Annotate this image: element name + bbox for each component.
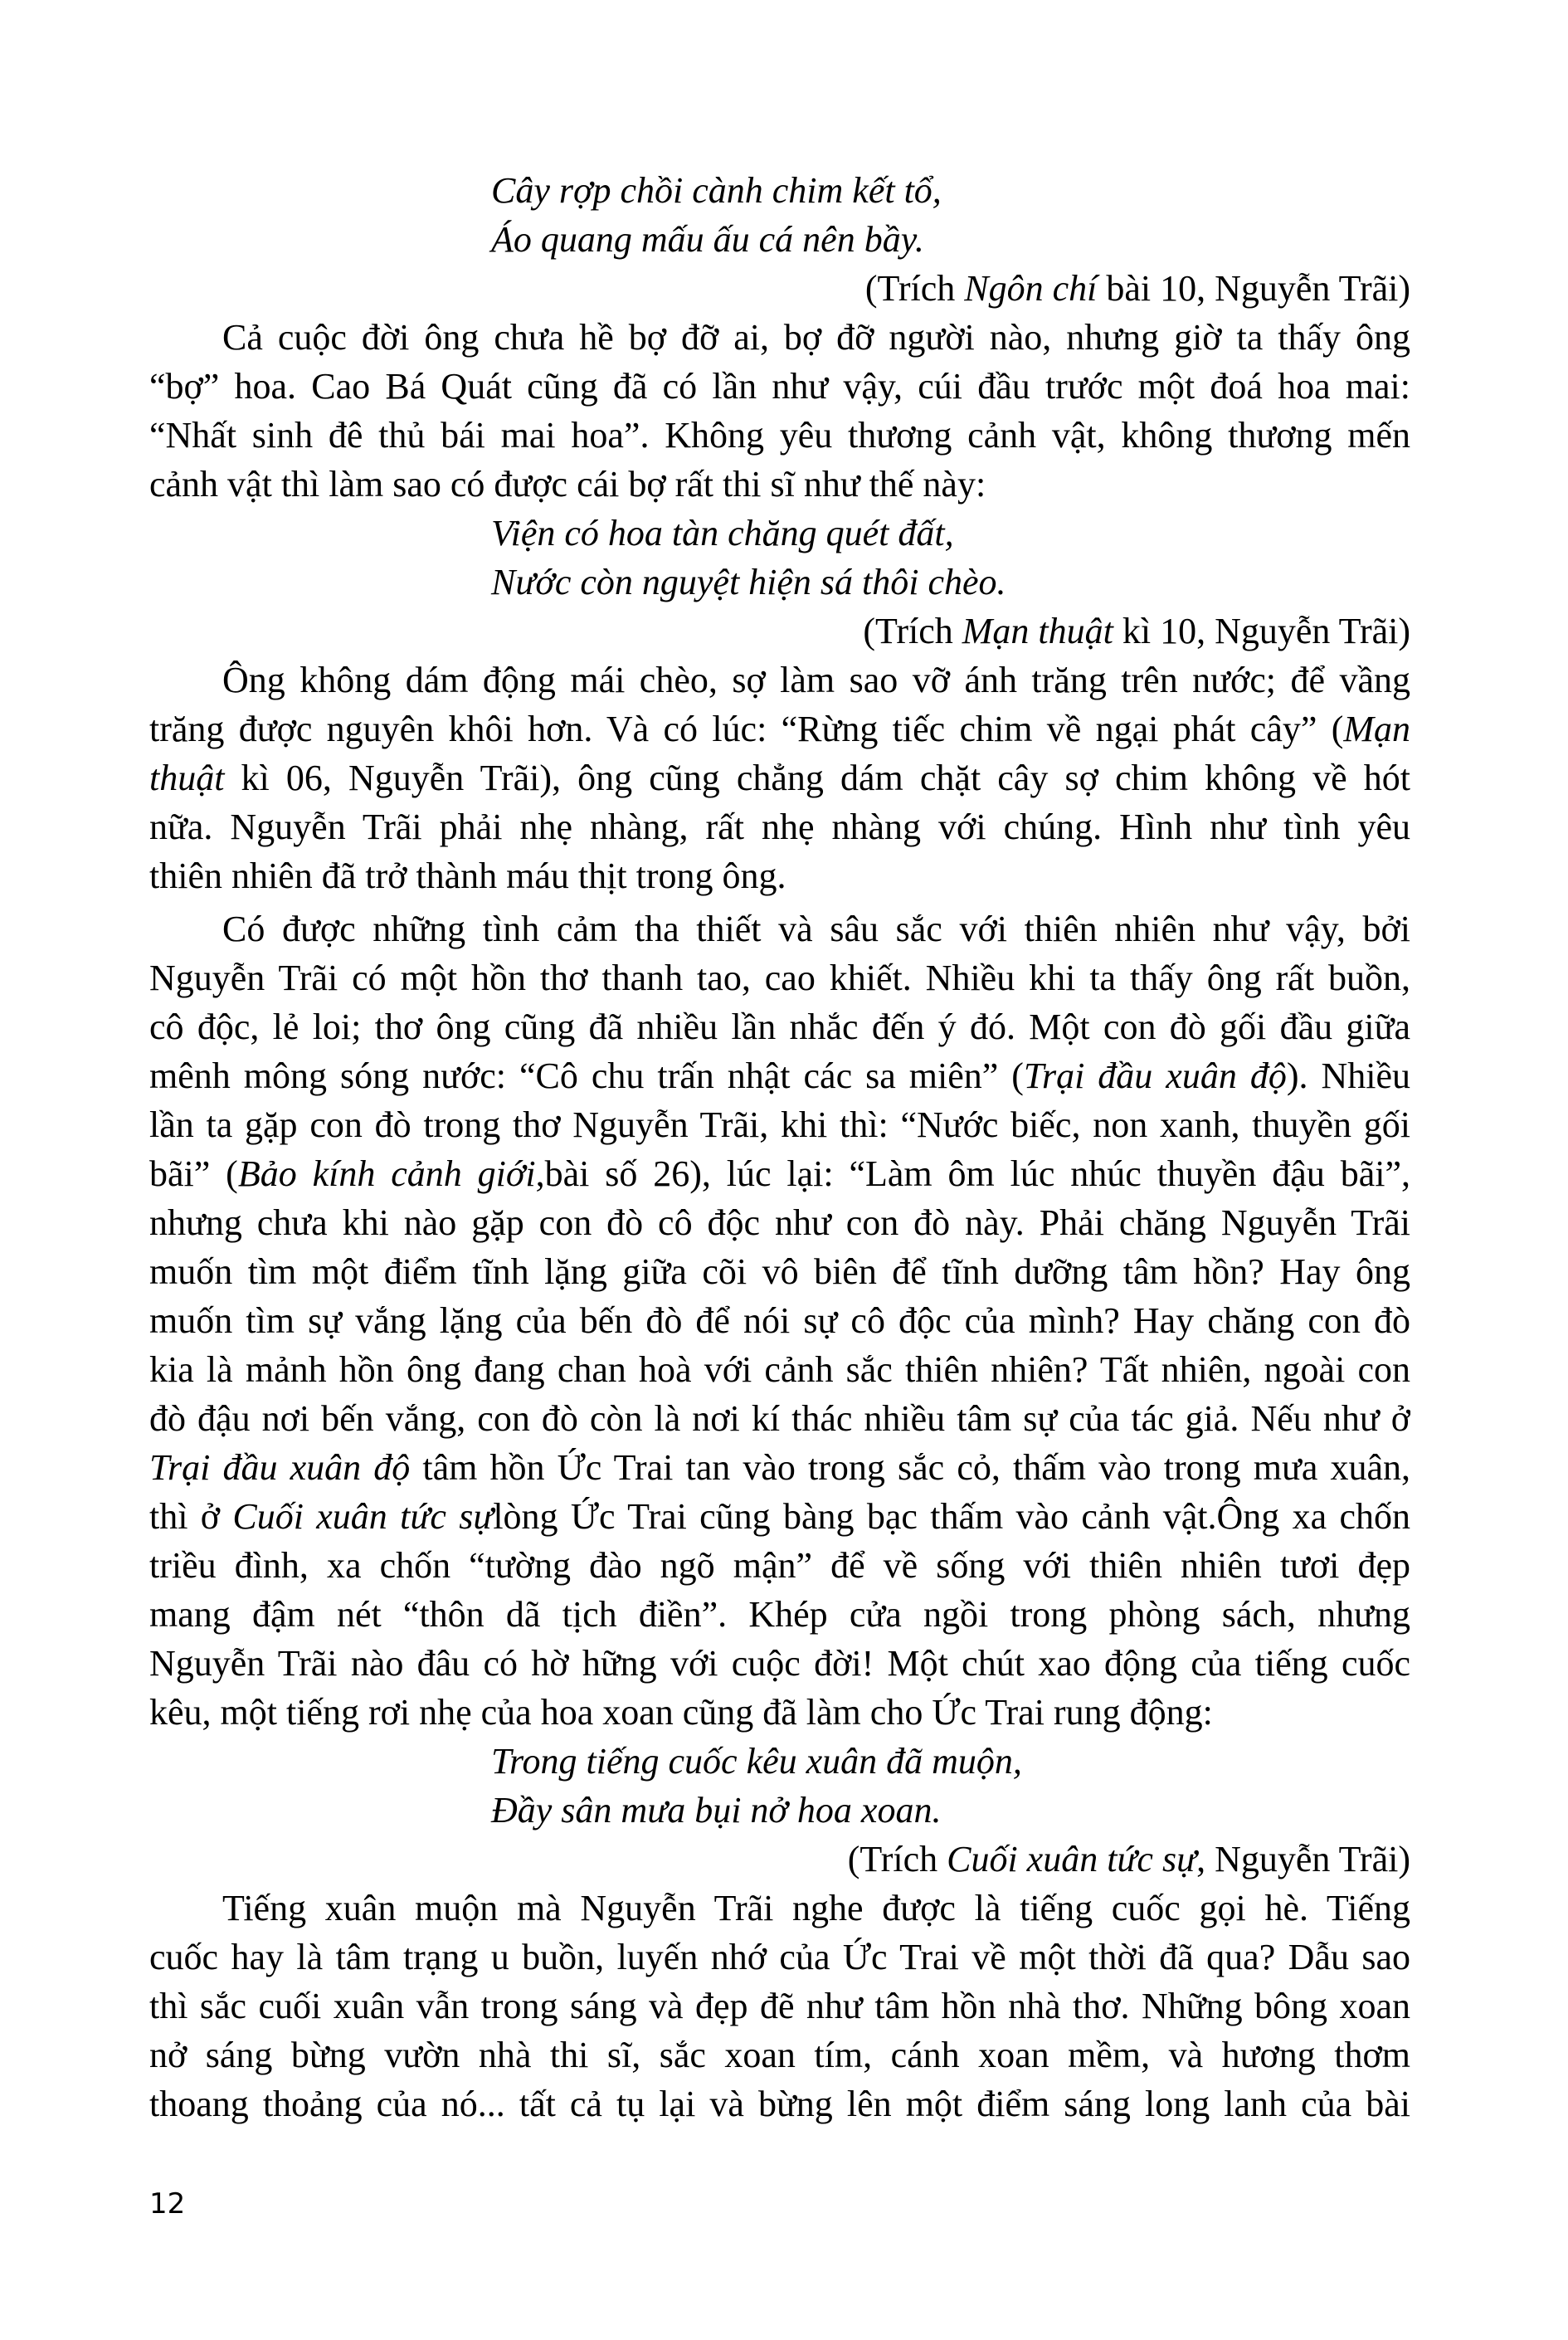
text: (Trích	[847, 1839, 947, 1879]
text: cảnh vật thì làm sao có được cái bợ rất thi sĩ như thế này:	[149, 464, 986, 505]
text: cuốc hay là tâm trạng u buồn, luyến nhớ của Ức Trai về một thời đã qua? Dẫu sao	[149, 1937, 1410, 1977]
italic-text: Cây rợp chồi cành chim kết tổ,	[491, 170, 942, 211]
italic-text: Mạn thuật	[962, 611, 1113, 651]
poem-line	[149, 166, 1410, 215]
paragraph-line	[149, 1541, 1410, 1590]
italic-text: Cuối xuân tức sự	[947, 1839, 1197, 1879]
text: đò đậu nơi bến vắng, con đò còn là nơi kí thác nhiều tâm sự của tác giả. Nếu như ở	[149, 1398, 1410, 1439]
italic-text: Nước còn nguyệt hiện sá thôi chèo.	[491, 562, 1006, 602]
paragraph-line	[149, 2079, 1410, 2128]
paragraph-first-line	[149, 656, 1410, 704]
paragraph-line	[149, 362, 1410, 411]
text: nhưng chưa khi nào gặp con đò cô độc như con đò này. Phải chăng Nguyễn Trãi	[149, 1202, 1410, 1243]
text: “Nhất sinh đê thủ bái mai hoa”. Không yêu thương cảnh vật, không thương mến	[149, 415, 1410, 456]
paragraph-line	[149, 1982, 1410, 2030]
text: bài 10, Nguyễn Trãi)	[1097, 268, 1410, 309]
paragraph-first-line	[149, 904, 1410, 953]
text: kì 10, Nguyễn Trãi)	[1113, 611, 1410, 651]
paragraph-first-line	[149, 1884, 1410, 1933]
text: thoang thoảng của nó... tất cả tụ lại và bừng lên một điểm sáng long lanh của bài	[149, 2084, 1410, 2124]
italic-text: Áo quang mấu ấu cá nên bầy.	[491, 219, 924, 260]
text: kì 06, Nguyễn Trãi), ông cũng chẳng dám chặt cây sợ chim không về hót	[224, 758, 1410, 798]
text: nở sáng bừng vườn nhà thi sĩ, sắc xoan tím, cánh xoan mềm, và hương thơm	[149, 2035, 1410, 2075]
paragraph-line	[149, 1345, 1410, 1394]
text: tâm hồn Ức Trai tan vào trong sắc cỏ, thấm vào trong mưa xuân,	[410, 1447, 1410, 1488]
text: ,bài số 26), lúc lại: “Làm ôm lúc nhúc thuyền đậu bãi”,	[535, 1153, 1410, 1194]
body-text	[149, 166, 1410, 2128]
poem-line	[149, 558, 1410, 607]
text: thì sắc cuối xuân vẫn trong sáng và đẹp đẽ như tâm hồn nhà thơ. Những bông xoan	[149, 1986, 1410, 2026]
italic-text: thuật	[149, 758, 225, 798]
text: Nguyễn Trãi nào đâu có hờ hững với cuộc đời! Một chút xao động của tiếng cuốc	[149, 1643, 1410, 1684]
poem-line	[149, 509, 1410, 558]
text: kêu, một tiếng rơi nhẹ của hoa xoan cũng đã làm cho Ức Trai rung động:	[149, 1692, 1213, 1733]
paragraph-line	[149, 1002, 1410, 1051]
text: Nguyễn Trãi có một hồn thơ thanh tao, cao khiết. Nhiều khi ta thấy ông rất buồn,	[149, 958, 1410, 998]
text: mênh mông sóng nước: “Cô chu trấn nhật các sa miên” (	[149, 1055, 1024, 1096]
italic-text: Trong tiếng cuốc kêu xuân đã muộn,	[491, 1741, 1022, 1782]
text: (Trích	[864, 268, 965, 309]
text: trăng được nguyên khôi hơn. Và có lúc: “Rừng tiếc chim về ngại phát cây” (	[149, 709, 1344, 749]
italic-text: Bảo kính cảnh giới	[237, 1153, 536, 1194]
page-number: 12	[149, 2187, 186, 2221]
paragraph-last-line	[149, 851, 1410, 900]
citation-line	[149, 264, 1410, 313]
paragraph-line	[149, 1296, 1410, 1345]
text: thì ở	[149, 1496, 233, 1537]
italic-text: Ngôn chí	[964, 268, 1098, 309]
text: mang đậm nét “thôn dã tịch điền”. Khép cửa ngồi trong phòng sách, nhưng	[149, 1594, 1410, 1635]
text: Ông không dám động mái chèo, sợ làm sao vỡ ánh trăng trên nước; để vầng	[222, 660, 1410, 700]
text: nữa. Nguyễn Trãi phải nhẹ nhàng, rất nhẹ nhàng với chúng. Hình như tình yêu	[149, 807, 1410, 847]
paragraph-line	[149, 753, 1410, 802]
paragraph-line	[149, 1394, 1410, 1443]
italic-text: Viện có hoa tàn chăng quét đất,	[491, 513, 954, 553]
poem-line	[149, 1737, 1410, 1786]
text: “bợ” hoa. Cao Bá Quát cũng đã có lần như vậy, cúi đầu trước một đoá hoa mai:	[149, 366, 1410, 407]
paragraph-line	[149, 704, 1410, 753]
text: thiên nhiên đã trở thành máu thịt trong ông.	[149, 856, 786, 896]
paragraph-line	[149, 1492, 1410, 1541]
text: Cả cuộc đời ông chưa hề bợ đỡ ai, bợ đỡ người nào, nhưng giờ ta thấy ông	[222, 317, 1410, 358]
italic-text: Mạn	[1343, 709, 1410, 749]
paragraph-last-line	[149, 460, 1410, 509]
text: Tiếng xuân muộn mà Nguyễn Trãi nghe được là tiếng cuốc gọi hè. Tiếng	[222, 1888, 1410, 1928]
poem-line	[149, 1786, 1410, 1835]
paragraph-line	[149, 1590, 1410, 1639]
italic-text: Trại đầu xuân độ	[1023, 1055, 1287, 1096]
paragraph-line	[149, 953, 1410, 1002]
paragraph-first-line	[149, 313, 1410, 362]
text: cô độc, lẻ loi; thơ ông cũng đã nhiều lần nhắc đến ý đó. Một con đò gối đầu giữa	[149, 1007, 1410, 1047]
text: ). Nhiều	[1286, 1055, 1410, 1096]
paragraph-last-line	[149, 1688, 1410, 1737]
paragraph-line	[149, 1933, 1410, 1982]
paragraph-line	[149, 411, 1410, 460]
text: Có được những tình cảm tha thiết và sâu sắc với thiên nhiên như vậy, bởi	[222, 909, 1410, 949]
text: , Nguyễn Trãi)	[1196, 1839, 1410, 1879]
paragraph-line	[149, 1198, 1410, 1247]
paragraph-line	[149, 1051, 1410, 1100]
text: bãi” (	[149, 1153, 238, 1194]
paragraph-line	[149, 1100, 1410, 1149]
italic-text: Trại đầu xuân độ	[149, 1447, 411, 1488]
paragraph-line	[149, 1443, 1410, 1492]
citation-line	[149, 1835, 1410, 1884]
paragraph-line	[149, 1247, 1410, 1296]
paragraph-line	[149, 2030, 1410, 2079]
poem-line	[149, 215, 1410, 264]
citation-line	[149, 607, 1410, 656]
paragraph-line	[149, 1149, 1410, 1198]
text: muốn tìm sự vắng lặng của bến đò để nói sự cô độc của mình? Hay chăng con đò	[149, 1300, 1410, 1341]
text: lòng Ức Trai cũng bàng bạc thấm vào cảnh vật.Ông xa chốn	[493, 1496, 1410, 1537]
paragraph-line	[149, 1639, 1410, 1688]
text: (Trích	[863, 611, 962, 651]
italic-text: Đầy sân mưa bụi nở hoa xoan.	[491, 1790, 942, 1831]
text: lần ta gặp con đò trong thơ Nguyễn Trãi, khi thì: “Nước biếc, non xanh, thuyền gối	[149, 1104, 1410, 1145]
text: triều đình, xa chốn “tường đào ngõ mận” để về sống với thiên nhiên tươi đẹp	[149, 1545, 1410, 1586]
italic-text: Cuối xuân tức sự	[232, 1496, 494, 1537]
text: kia là mảnh hồn ông đang chan hoà với cảnh sắc thiên nhiên? Tất nhiên, ngoài con	[149, 1349, 1410, 1390]
paragraph-line	[149, 802, 1410, 851]
text: muốn tìm một điểm tĩnh lặng giữa cõi vô biên để tĩnh dưỡng tâm hồn? Hay ông	[149, 1251, 1410, 1292]
